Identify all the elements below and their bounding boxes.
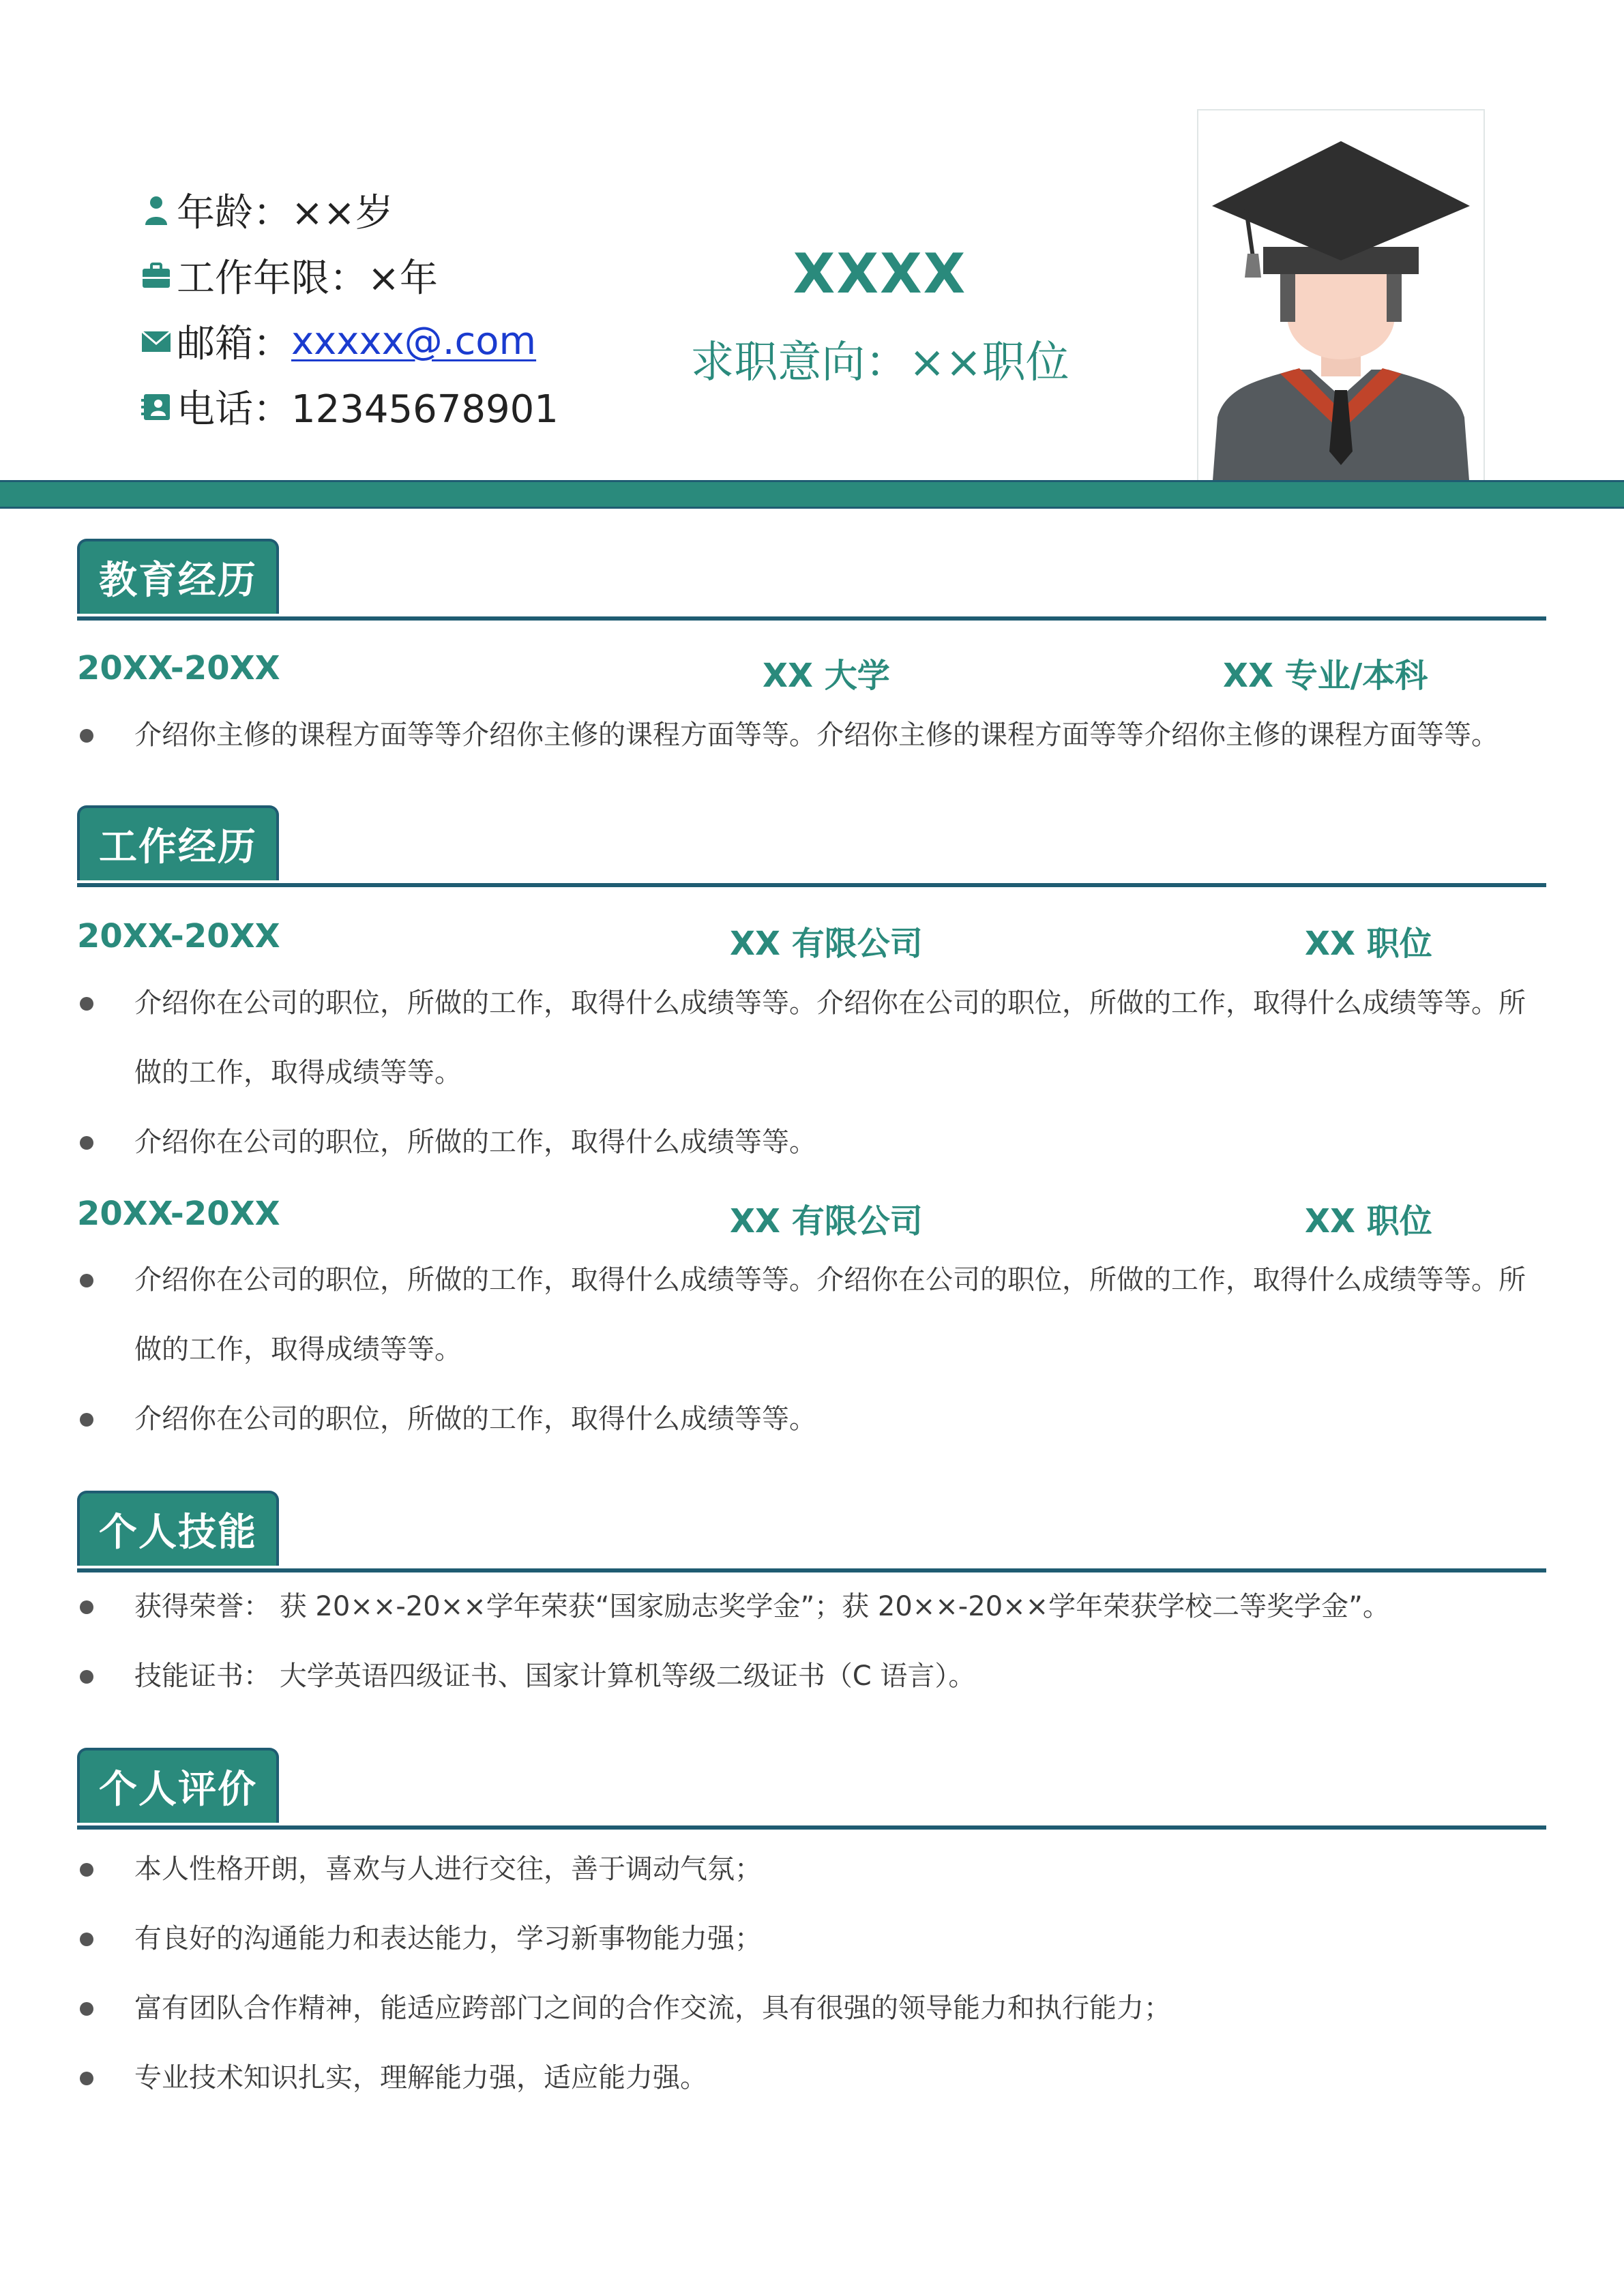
contact-card-icon xyxy=(140,390,173,423)
bullet-dot xyxy=(80,729,93,743)
bullet-dot xyxy=(80,2002,93,2016)
education-period: 20XX-20XX xyxy=(77,649,280,687)
bullet-dot xyxy=(80,1413,93,1427)
work-years-info xyxy=(140,248,438,303)
avatar xyxy=(1197,109,1485,491)
list-item: 介绍你在公司的职位，所做的工作，取得什么成绩等等。 xyxy=(77,1384,1546,1454)
list-item: 有良好的沟通能力和表达能力，学习新事物能力强； xyxy=(77,1904,1546,1973)
age-text: 年龄：××岁 xyxy=(177,191,394,235)
job-period: 20XX-20XX xyxy=(77,917,280,955)
briefcase-icon xyxy=(140,259,173,292)
list-item: 介绍你在公司的职位，所做的工作，取得什么成绩等等。介绍你在公司的职位，所做的工作，取得什么成绩等等。所做的工作，取得成绩等等。 xyxy=(77,968,1546,1107)
email-info xyxy=(140,314,536,368)
bullet-dot xyxy=(80,2072,93,2085)
education-row xyxy=(77,649,1546,697)
skills-section-title: 个人技能 xyxy=(77,1491,279,1566)
graduate-avatar-icon xyxy=(1198,110,1483,490)
bullet-dot xyxy=(80,1933,93,1946)
mail-icon xyxy=(140,325,173,357)
job-company: XX 有限公司 xyxy=(730,925,923,963)
email-label: 邮箱： xyxy=(177,322,291,366)
job-intent: 求职意向：××职位 xyxy=(690,338,1069,388)
education-school: XX 大学 xyxy=(763,657,890,695)
work-section-title: 工作经历 xyxy=(77,805,279,880)
evaluation-section-header xyxy=(77,1748,1546,1836)
phone-info xyxy=(140,379,559,434)
list-item: 介绍你在公司的职位，所做的工作，取得什么成绩等等。 xyxy=(77,1107,1546,1177)
job-company: XX 有限公司 xyxy=(730,1202,923,1240)
work-years-text: 工作年限：×年 xyxy=(177,256,438,301)
list-item: 富有团队合作精神，能适应跨部门之间的合作交流，具有很强的领导能力和执行能力； xyxy=(77,1973,1546,2043)
job-row xyxy=(77,1195,1546,1242)
education-section-header xyxy=(77,539,1546,627)
list-item: 技能证书： 大学英语四级证书、国家计算机等级二级证书（C 语言）。 xyxy=(77,1641,1546,1711)
email-link[interactable]: xxxxx@.com xyxy=(291,318,537,363)
job-position: XX 职位 xyxy=(1305,1202,1432,1240)
job-row xyxy=(77,917,1546,965)
bullet-dot xyxy=(80,997,93,1011)
job-period: 20XX-20XX xyxy=(77,1195,280,1233)
section-divider xyxy=(77,1825,1546,1830)
list-item: 介绍你主修的课程方面等等介绍你主修的课程方面等等。介绍你主修的课程方面等等介绍你主修的课程方面等等。 xyxy=(77,700,1546,770)
header-divider-band xyxy=(0,480,1624,509)
person-icon xyxy=(140,194,173,226)
age-info xyxy=(140,183,394,237)
list-item: 获得荣誉： 获 20××-20××学年荣获“国家励志奖学金”；获 20××-20××学年荣获学校二等奖学金”。 xyxy=(77,1572,1546,1641)
candidate-name: XXXX xyxy=(793,242,967,305)
work-section-header xyxy=(77,805,1546,894)
bullet-dot xyxy=(80,1600,93,1614)
section-divider xyxy=(77,883,1546,887)
skills-section-header xyxy=(77,1491,1546,1579)
list-item: 专业技术知识扎实，理解能力强，适应能力强。 xyxy=(77,2043,1546,2113)
education-section-title: 教育经历 xyxy=(77,539,279,614)
list-item: 本人性格开朗，喜欢与人进行交往，善于调动气氛； xyxy=(77,1834,1546,1904)
job-position: XX 职位 xyxy=(1305,925,1432,963)
bullet-dot xyxy=(80,1670,93,1684)
section-divider xyxy=(77,616,1546,621)
evaluation-section-title: 个人评价 xyxy=(77,1748,279,1823)
list-item: 介绍你在公司的职位，所做的工作，取得什么成绩等等。介绍你在公司的职位，所做的工作，取得什么成绩等等。所做的工作，取得成绩等等。 xyxy=(77,1245,1546,1384)
bullet-dot xyxy=(80,1274,93,1287)
phone-text: 电话：12345678901 xyxy=(177,387,559,432)
bullet-dot xyxy=(80,1136,93,1150)
bullet-dot xyxy=(80,1863,93,1877)
education-major: XX 专业/本科 xyxy=(1223,657,1428,695)
